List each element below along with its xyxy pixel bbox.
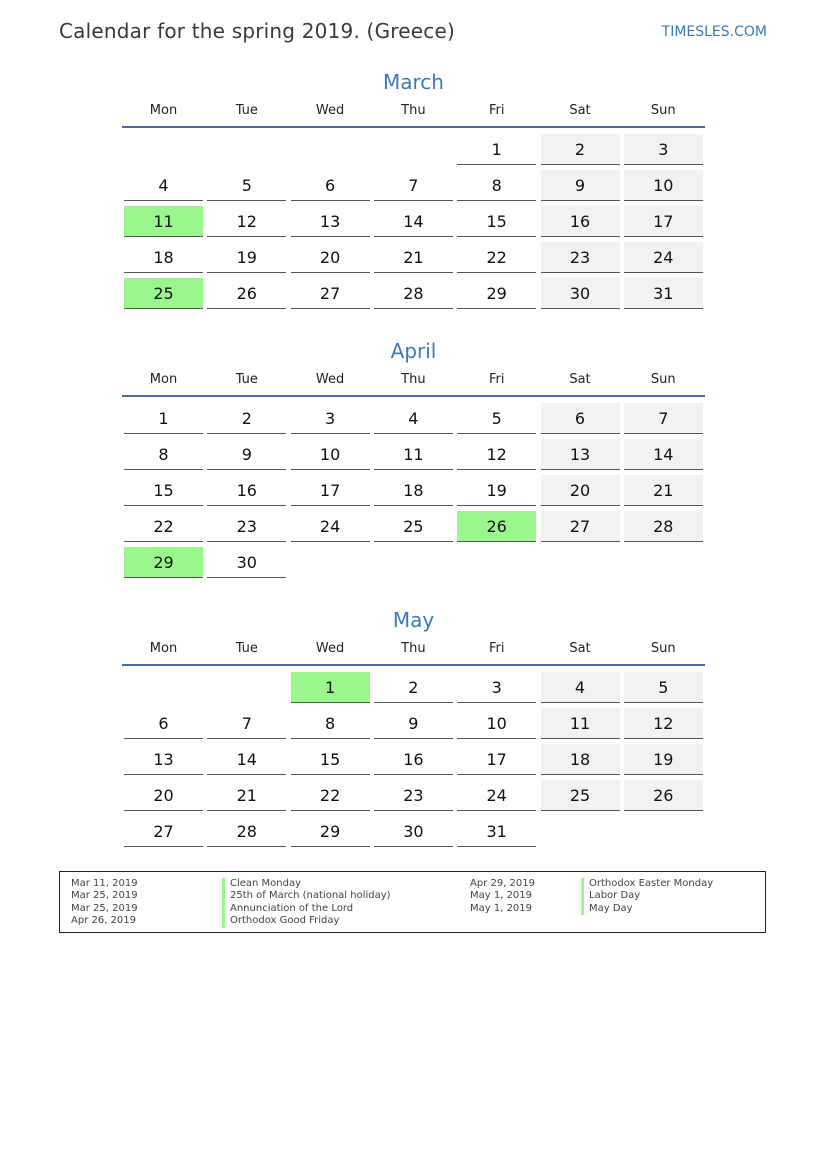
day-cell: 2 — [374, 672, 453, 703]
day-cell: 12 — [624, 708, 703, 739]
day-cell: 19 — [624, 744, 703, 775]
day-cell: 3 — [457, 672, 536, 703]
weekday-fri: Fri — [488, 641, 505, 656]
day-cell: 6 — [291, 170, 370, 201]
weekday-thu: Thu — [401, 641, 426, 656]
day-grid — [122, 134, 705, 314]
legend-date: Apr 29, 2019 — [470, 878, 536, 889]
legend-date: Apr 26, 2019 — [71, 915, 137, 927]
day-cell: 5 — [624, 672, 703, 703]
day-cell: 25 — [124, 278, 203, 309]
weekday-tue: Tue — [235, 641, 258, 656]
day-cell: 25 — [541, 780, 620, 811]
day-cell: 8 — [457, 170, 536, 201]
day-cell: 29 — [457, 278, 536, 309]
holiday-legend — [59, 871, 766, 933]
legend-holiday-name: 25th of March (national holiday) — [222, 890, 391, 902]
day-cell: 15 — [124, 475, 203, 506]
day-cell: 1 — [457, 134, 536, 165]
day-cell: 9 — [374, 708, 453, 739]
day-cell: 7 — [624, 403, 703, 434]
weekday-tue: Tue — [235, 372, 258, 387]
day-cell: 3 — [624, 134, 703, 165]
day-cell: 3 — [291, 403, 370, 434]
day-cell: 29 — [124, 547, 203, 578]
month-april — [122, 337, 705, 583]
day-cell: 31 — [457, 816, 536, 847]
day-cell: 19 — [207, 242, 286, 273]
day-cell: 4 — [374, 403, 453, 434]
weekday-sat: Sat — [569, 641, 591, 656]
month-march — [122, 68, 705, 314]
legend-names-left — [222, 878, 391, 928]
weekday-header — [122, 636, 705, 666]
day-cell: 10 — [291, 439, 370, 470]
day-cell: 2 — [541, 134, 620, 165]
day-cell: 30 — [374, 816, 453, 847]
legend-holiday-name: Orthodox Good Friday — [222, 915, 391, 927]
legend-date: Mar 25, 2019 — [71, 890, 138, 902]
legend-dates-right — [470, 878, 535, 915]
day-cell: 11 — [541, 708, 620, 739]
day-cell: 16 — [374, 744, 453, 775]
day-cell: 4 — [124, 170, 203, 201]
day-cell: 12 — [457, 439, 536, 470]
month-title: March — [383, 70, 444, 94]
weekday-mon: Mon — [149, 103, 178, 118]
day-cell: 19 — [457, 475, 536, 506]
day-cell: 4 — [541, 672, 620, 703]
site-link[interactable]: TIMESLES.COM — [661, 24, 767, 40]
day-cell: 16 — [541, 206, 620, 237]
day-cell: 22 — [124, 511, 203, 542]
day-cell: 16 — [207, 475, 286, 506]
day-cell: 23 — [541, 242, 620, 273]
legend-holiday-name: Clean Monday — [222, 878, 391, 890]
day-cell: 17 — [624, 206, 703, 237]
day-cell: 5 — [207, 170, 286, 201]
day-cell: 18 — [541, 744, 620, 775]
day-cell: 21 — [207, 780, 286, 811]
day-cell: 11 — [124, 206, 203, 237]
day-cell: 18 — [374, 475, 453, 506]
day-cell: 20 — [124, 780, 203, 811]
day-cell: 1 — [291, 672, 370, 703]
day-cell: 14 — [624, 439, 703, 470]
legend-holiday-name: Annunciation of the Lord — [222, 903, 391, 915]
day-cell: 8 — [124, 439, 203, 470]
legend-date: Mar 25, 2019 — [71, 902, 138, 914]
weekday-header — [122, 367, 705, 397]
weekday-sat: Sat — [569, 103, 591, 118]
day-cell: 25 — [374, 511, 453, 542]
weekday-thu: Thu — [401, 103, 426, 118]
day-cell: 21 — [624, 475, 703, 506]
day-cell: 18 — [124, 242, 203, 273]
legend-date: May 1, 2019 — [470, 890, 533, 902]
day-cell: 15 — [291, 744, 370, 775]
weekday-sun: Sun — [650, 372, 676, 387]
day-cell: 22 — [291, 780, 370, 811]
day-cell: 22 — [457, 242, 536, 273]
day-cell: 1 — [124, 403, 203, 434]
day-cell: 17 — [291, 475, 370, 506]
day-cell: 23 — [207, 511, 286, 542]
day-cell: 28 — [624, 511, 703, 542]
weekday-wed: Wed — [315, 372, 345, 387]
month-title: May — [392, 608, 435, 632]
day-cell: 5 — [457, 403, 536, 434]
day-cell: 6 — [541, 403, 620, 434]
weekday-sun: Sun — [650, 103, 676, 118]
day-cell: 27 — [124, 816, 203, 847]
weekday-tue: Tue — [235, 103, 258, 118]
day-grid — [122, 403, 705, 583]
day-cell: 23 — [374, 780, 453, 811]
legend-holiday-name: Labor Day — [581, 890, 713, 902]
legend-holiday-name: Orthodox Easter Monday — [581, 878, 713, 890]
page-title: Calendar for the spring 2019. (Greece) — [59, 19, 455, 43]
day-cell: 6 — [124, 708, 203, 739]
day-cell: 7 — [207, 708, 286, 739]
weekday-mon: Mon — [149, 372, 178, 387]
weekday-fri: Fri — [488, 372, 505, 387]
day-cell: 2 — [207, 403, 286, 434]
day-cell: 14 — [374, 206, 453, 237]
day-cell: 28 — [374, 278, 453, 309]
month-may — [122, 606, 705, 852]
legend-holiday-name: May Day — [581, 903, 713, 915]
day-cell: 13 — [124, 744, 203, 775]
legend-date: Mar 11, 2019 — [71, 878, 138, 889]
weekday-thu: Thu — [401, 372, 426, 387]
day-cell: 30 — [207, 547, 286, 578]
day-cell: 26 — [207, 278, 286, 309]
day-cell: 8 — [291, 708, 370, 739]
weekday-header — [122, 98, 705, 128]
day-cell: 7 — [374, 170, 453, 201]
weekday-sun: Sun — [650, 641, 676, 656]
day-cell: 29 — [291, 816, 370, 847]
day-cell: 10 — [624, 170, 703, 201]
day-cell: 9 — [207, 439, 286, 470]
day-cell: 20 — [541, 475, 620, 506]
day-cell: 26 — [457, 511, 536, 542]
weekday-sat: Sat — [569, 372, 591, 387]
weekday-wed: Wed — [315, 103, 345, 118]
day-cell: 21 — [374, 242, 453, 273]
day-cell: 27 — [541, 511, 620, 542]
day-cell: 14 — [207, 744, 286, 775]
day-cell: 12 — [207, 206, 286, 237]
day-cell: 9 — [541, 170, 620, 201]
day-cell: 13 — [291, 206, 370, 237]
day-cell: 31 — [624, 278, 703, 309]
day-cell: 28 — [207, 816, 286, 847]
day-cell: 17 — [457, 744, 536, 775]
day-cell: 15 — [457, 206, 536, 237]
day-cell: 26 — [624, 780, 703, 811]
day-cell: 24 — [291, 511, 370, 542]
weekday-wed: Wed — [315, 641, 345, 656]
legend-names-right — [581, 878, 713, 915]
day-cell: 13 — [541, 439, 620, 470]
legend-dates-left — [71, 878, 138, 928]
day-cell: 27 — [291, 278, 370, 309]
day-grid — [122, 672, 705, 852]
day-cell: 20 — [291, 242, 370, 273]
day-cell: 24 — [457, 780, 536, 811]
day-cell: 30 — [541, 278, 620, 309]
day-cell: 11 — [374, 439, 453, 470]
weekday-mon: Mon — [149, 641, 178, 656]
weekday-fri: Fri — [488, 103, 505, 118]
month-title: April — [390, 339, 437, 363]
day-cell: 10 — [457, 708, 536, 739]
day-cell: 24 — [624, 242, 703, 273]
legend-date: May 1, 2019 — [470, 902, 533, 914]
